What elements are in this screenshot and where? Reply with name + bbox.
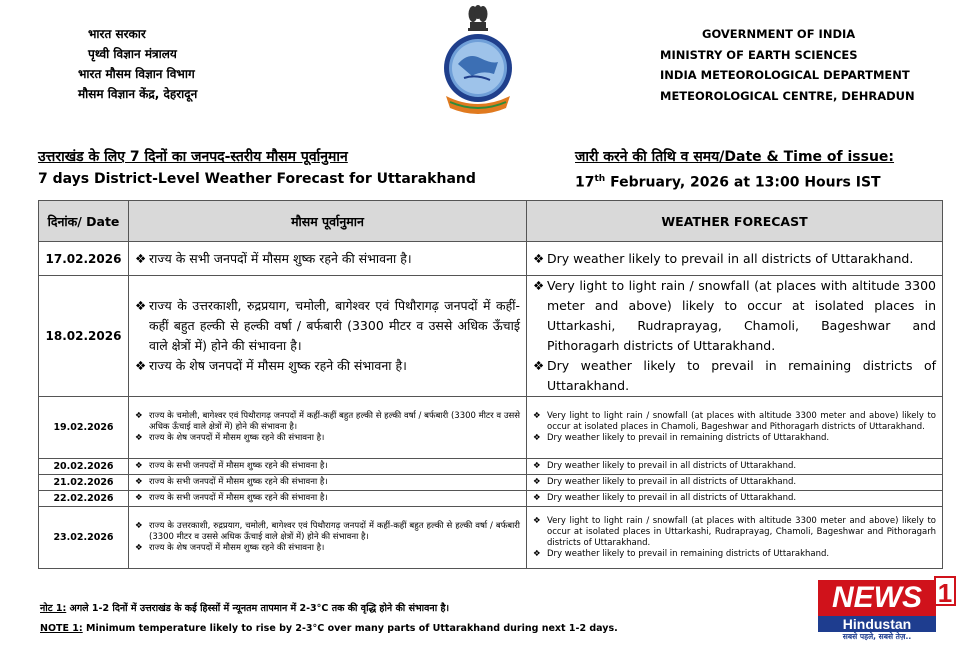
header-english-line: GOVERNMENT OF INDIA	[702, 27, 856, 41]
forecast-row	[39, 397, 943, 459]
forecast-date: 23.02.2026	[39, 507, 129, 569]
forecast-english-list	[533, 461, 936, 472]
forecast-hindi-list	[135, 461, 520, 472]
forecast-english-list	[533, 249, 936, 269]
forecast-bullet: ❖ राज्य के उत्तरकाशी, रुद्रप्रयाग, चमोली, बागेश्वर एवं पिथौरागढ़ जनपदों में कहीं-कहीं बहुत हल्की से हल्की वर्षा / बर्फबारी (3300 मीटर व उससे अधिक ऊँचाई वाले क्षेत्रों में) होने की संभावना है।	[135, 296, 520, 356]
forecast-bullet: ❖ Dry weather likely to prevail in all districts of Uttarakhand.	[533, 249, 936, 269]
note-english-label: NOTE 1:	[40, 623, 83, 634]
logo-brand-block	[818, 580, 936, 616]
note-hindi	[40, 601, 449, 614]
issue-label: जारी करने की तिथि व समय/Date & Time of issue:	[575, 149, 895, 165]
forecast-bullet: ❖ Dry weather likely to prevail in remaining districts of Uttarakhand.	[533, 356, 936, 396]
header-english-line: MINISTRY OF EARTH SCIENCES	[660, 47, 858, 62]
forecast-hindi-list	[135, 296, 520, 376]
note-hindi-text: अगले 1-2 दिनों में उत्तराखंड के कई हिस्सों में न्यूनतम तापमान में 2-3°C तक की वृद्धि होने की संभावना है।	[66, 603, 450, 614]
forecast-bullet: ❖ Very light to light rain / snowfall (at places with altitude 3300 meter and above) likely to occur at isolated places in Uttarkashi, Rudraprayag, Chamoli, Bageshwar and Pithoragarh districts of Uttarakhand.	[533, 516, 936, 549]
forecast-hindi	[129, 242, 527, 276]
forecast-bullet: ❖ Dry weather likely to prevail in remaining districts of Uttarakhand.	[533, 549, 936, 560]
forecast-date: 22.02.2026	[39, 491, 129, 507]
forecast-bullet: ❖ राज्य के उत्तरकाशी, रुद्रप्रयाग, चमोली, बागेश्वर एवं पिथौरागढ़ जनपदों में कहीं-कहीं बहुत हल्की से हल्की वर्षा / बर्फबारी (3300 मीटर व उससे अधिक ऊँचाई वाले क्षेत्रों में) होने की संभावना है।	[135, 521, 520, 543]
issue-day: 17	[575, 174, 595, 191]
note-hindi-label: नोट 1:	[40, 603, 67, 614]
forecast-row	[39, 475, 943, 491]
forecast-english	[527, 459, 943, 475]
forecast-date: 18.02.2026	[39, 276, 129, 397]
logo-brand: NEWS	[832, 581, 922, 614]
forecast-bullet: ❖ Very light to light rain / snowfall (at places with altitude 3300 meter and above) likely to occur at isolated places in Uttarkashi, Rudraprayag, Chamoli, Bageshwar and Pithoragarh districts of Uttarakhand.	[533, 276, 936, 356]
header-english-line: INDIA METEOROLOGICAL DEPARTMENT	[660, 68, 910, 82]
forecast-date: 20.02.2026	[39, 459, 129, 475]
forecast-row	[39, 507, 943, 569]
issue-datetime	[575, 168, 894, 194]
forecast-bullet: ❖ राज्य के सभी जनपदों में मौसम शुष्क रहने की संभावना है।	[135, 477, 520, 488]
forecast-bullet: ❖ राज्य के सभी जनपदों में मौसम शुष्क रहने की संभावना है।	[135, 461, 520, 472]
header-english-line: METEOROLOGICAL CENTRE, DEHRADUN	[660, 88, 915, 103]
forecast-bullet: ❖ Dry weather likely to prevail in all districts of Uttarakhand.	[533, 461, 936, 472]
forecast-english-list	[533, 477, 936, 488]
forecast-date: 19.02.2026	[39, 397, 129, 459]
header-hindi	[78, 24, 197, 104]
forecast-hindi	[129, 475, 527, 491]
forecast-english-list	[533, 516, 936, 560]
note-english	[40, 623, 618, 634]
forecast-hindi	[129, 459, 527, 475]
header-weather-forecast: WEATHER FORECAST	[527, 201, 943, 242]
forecast-hindi-list	[135, 249, 520, 269]
issue-day-suffix: th	[594, 174, 606, 184]
forecast-bullet: ❖ Dry weather likely to prevail in all districts of Uttarakhand.	[533, 477, 936, 488]
forecast-bullet: ❖ राज्य के शेष जनपदों में मौसम शुष्क रहने की संभावना है।	[135, 356, 520, 376]
forecast-bullet: ❖ राज्य के शेष जनपदों में मौसम शुष्क रहने की संभावना है।	[135, 433, 520, 444]
issue-info	[575, 146, 894, 194]
title-english: 7 days District-Level Weather Forecast for Uttarakhand	[38, 171, 476, 187]
header-hindi-forecast: मौसम पूर्वानुमान	[129, 201, 527, 242]
forecast-english	[527, 475, 943, 491]
forecast-bullet: ❖ Dry weather likely to prevail in all districts of Uttarakhand.	[533, 493, 936, 504]
forecast-table	[38, 200, 943, 569]
forecast-english	[527, 491, 943, 507]
forecast-hindi	[129, 276, 527, 397]
forecast-english	[527, 242, 943, 276]
forecast-hindi-list	[135, 521, 520, 554]
forecast-bullet: ❖ राज्य के सभी जनपदों में मौसम शुष्क रहने की संभावना है।	[135, 249, 520, 269]
title-hindi: उत्तराखंड के लिए 7 दिनों का जनपद-स्तरीय मौसम पूर्वानुमान	[38, 149, 348, 165]
header-hindi-line: भारत सरकार	[88, 27, 146, 41]
logo-sub: Hindustan	[818, 616, 936, 632]
forecast-english-list	[533, 276, 936, 396]
forecast-hindi	[129, 491, 527, 507]
logo-number: 1	[934, 576, 956, 606]
forecast-row	[39, 276, 943, 397]
forecast-english	[527, 507, 943, 569]
forecast-bullet: ❖ Very light to light rain / snowfall (at places with altitude 3300 meter and above) likely to occur at isolated places in Chamoli, Bageshwar and Pithoragarh districts of Uttarakhand.	[533, 411, 936, 433]
forecast-hindi-list	[135, 411, 520, 444]
forecast-english-list	[533, 411, 936, 444]
forecast-hindi-list	[135, 477, 520, 488]
table-header-row	[39, 201, 943, 242]
forecast-bullet: ❖ राज्य के सभी जनपदों में मौसम शुष्क रहने की संभावना है।	[135, 493, 520, 504]
issue-rest: February, 2026 at 13:00 Hours IST	[605, 174, 881, 191]
forecast-bullet: ❖ राज्य के शेष जनपदों में मौसम शुष्क रहने की संभावना है।	[135, 543, 520, 554]
forecast-row	[39, 459, 943, 475]
forecast-date: 21.02.2026	[39, 475, 129, 491]
forecast-title	[38, 146, 476, 190]
note-english-text: Minimum temperature likely to rise by 2-3°C over many parts of Uttarakhand during next 1-2 days.	[82, 623, 618, 634]
forecast-english	[527, 276, 943, 397]
forecast-hindi-list	[135, 493, 520, 504]
imd-emblem	[436, 4, 520, 116]
logo-tagline: सबसे पहले, सबसे तेज़..	[818, 632, 936, 642]
forecast-date: 17.02.2026	[39, 242, 129, 276]
news1-hindustan-logo	[818, 580, 956, 642]
forecast-row	[39, 491, 943, 507]
forecast-bullet: ❖ राज्य के चमोली, बागेश्वर एवं पिथौरागढ़ जनपदों में कहीं-कहीं बहुत हल्की से हल्की वर्षा / बर्फबारी (3300 मीटर व उससे अधिक ऊँचाई वाले क्षेत्रों में) होने की संभावना है।	[135, 411, 520, 433]
forecast-hindi	[129, 507, 527, 569]
forecast-hindi	[129, 397, 527, 459]
forecast-english	[527, 397, 943, 459]
header-hindi-line: पृथ्वी विज्ञान मंत्रालय	[88, 47, 177, 61]
header-date: दिनांक/ Date	[39, 201, 129, 242]
header-english	[660, 24, 915, 106]
forecast-english-list	[533, 493, 936, 504]
forecast-bullet: ❖ Dry weather likely to prevail in remaining districts of Uttarakhand.	[533, 433, 936, 444]
forecast-row	[39, 242, 943, 276]
header-hindi-line: मौसम विज्ञान केंद्र, देहरादून	[78, 87, 198, 101]
header-hindi-line: भारत मौसम विज्ञान विभाग	[78, 67, 195, 81]
